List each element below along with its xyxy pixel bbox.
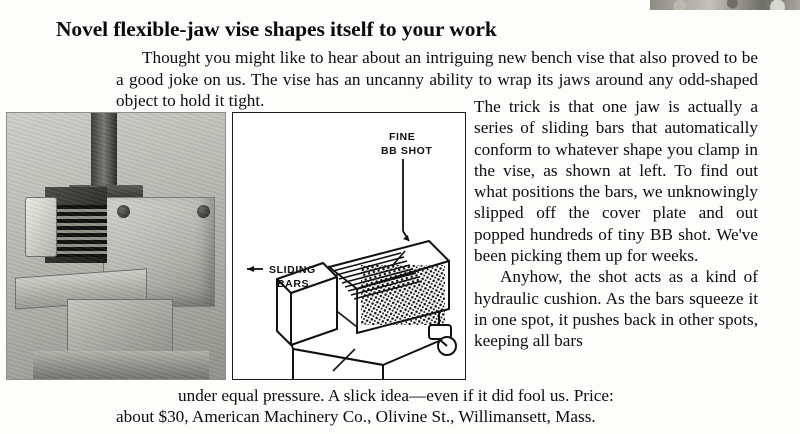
- body-paragraph-4-line1: under equal pressure. A slick idea—even if it did fool us. Price:: [178, 386, 614, 405]
- cutaway-diagram: [232, 112, 466, 380]
- photo-scrap-corner: [650, 0, 800, 10]
- body-paragraph-2: The trick is that one jaw is actually a series of sliding bars that automatically conform to whatever shape you clamp in the vise, as shown at left. To find out what positions the bars, we unknowingly slipped off the cover plate and out popped hundreds of tiny BB shot. We've been picking them up for weeks.: [474, 97, 758, 266]
- photo-bolt-hole: [197, 205, 210, 218]
- label-fine-bb-shot-line2: BB SHOT: [381, 145, 433, 157]
- page-title: Novel flexible-jaw vise shapes itself to your work: [56, 17, 497, 42]
- label-fine-bb-shot-line1: FINE: [389, 131, 416, 143]
- body-paragraph-3: Anyhow, the shot acts as a kind of hydraulic cushion. As the bars squeeze it in one spot, it pushes back in other spots, keeping all bars: [474, 267, 758, 351]
- body-column-right: [474, 96, 758, 352]
- intro-text: Thought you might like to hear about an intriguing new bench vise that also proved to be a good joke on us. The vise has an uncanny ability to wrap its jaws around any odd-shaped object to hold it tight.: [116, 48, 758, 110]
- photo-workpiece: [25, 197, 57, 257]
- photo-sliding-bars: [51, 205, 107, 257]
- photo-bolt-hole: [117, 205, 130, 218]
- label-sliding-bars-line2: BARS: [277, 278, 310, 290]
- body-paragraph-4-line2: about $30, American Machinery Co., Olivine St., Willimansett, Mass.: [116, 407, 596, 426]
- diagram-svg: [233, 113, 465, 379]
- label-sliding-bars-line1: SLIDING: [269, 264, 316, 276]
- photo-stand-foot: [33, 351, 209, 379]
- vise-photograph: [6, 112, 226, 380]
- photo-post: [91, 113, 117, 191]
- label-arrow-sliding-bars: [247, 266, 254, 272]
- label-leader-bb-shot: [403, 159, 409, 241]
